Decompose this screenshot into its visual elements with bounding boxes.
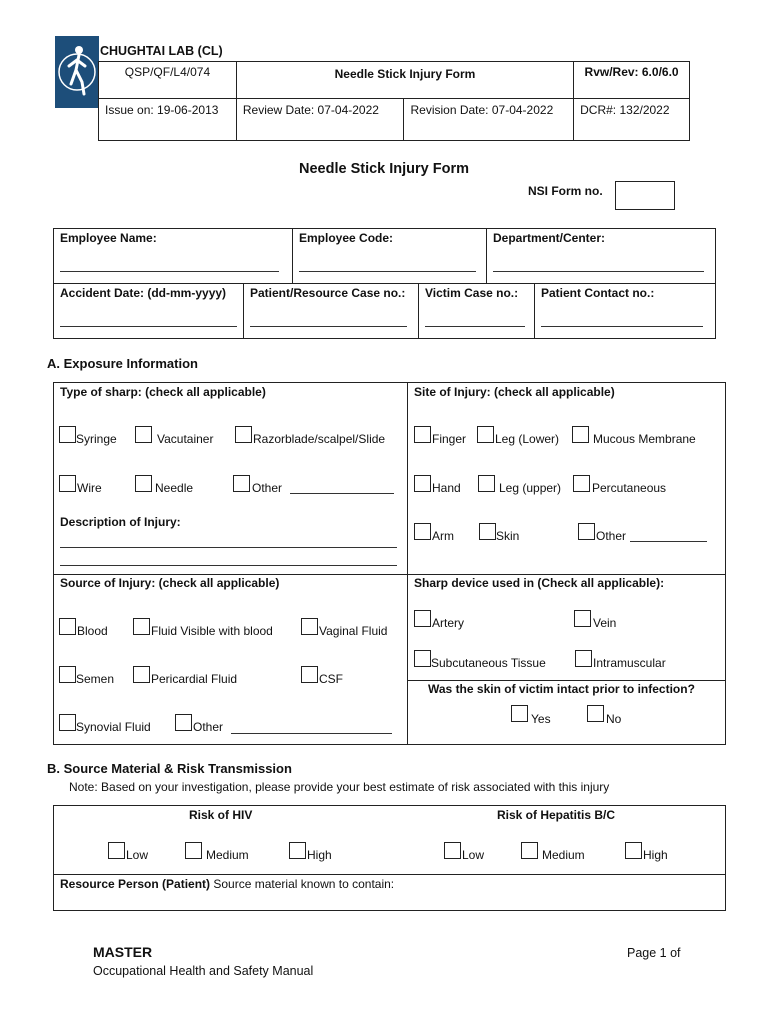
yes-label: Yes <box>531 712 551 726</box>
other-site-field[interactable] <box>630 541 707 542</box>
section-a-heading: A. Exposure Information <box>47 356 198 371</box>
employee-name-field[interactable] <box>60 271 279 272</box>
vein-label: Vein <box>593 616 617 630</box>
revision-number: Rvw/Rev: 6.0/6.0 <box>574 62 690 99</box>
review-date: Review Date: 07-04-2022 <box>236 99 404 141</box>
patient-case-field[interactable] <box>250 326 407 327</box>
risk-hepatitis-label: Risk of Hepatitis B/C <box>497 808 616 822</box>
department-field[interactable] <box>493 271 704 272</box>
nsi-form-number-field[interactable] <box>615 181 675 210</box>
skin-intact-question: Was the skin of victim intact prior to infection? <box>428 682 695 696</box>
other-source-label: Other <box>193 720 224 734</box>
subcutaneous-label: Subcutaneous Tissue <box>431 656 546 670</box>
skin-intact-yes-checkbox[interactable] <box>511 705 528 722</box>
needle-label: Needle <box>155 481 194 495</box>
mucous-membrane-label: Mucous Membrane <box>593 432 696 446</box>
risk-hiv-label: Risk of HIV <box>189 808 253 822</box>
accident-date-label: Accident Date: (dd-mm-yyyy) <box>60 286 227 300</box>
leg-lower-checkbox[interactable] <box>477 426 494 443</box>
walking-figure-icon <box>55 36 99 108</box>
victim-case-field[interactable] <box>425 326 525 327</box>
other-site-label: Other <box>596 529 627 543</box>
arm-label: Arm <box>432 529 454 543</box>
page-title: Needle Stick Injury Form <box>298 161 470 177</box>
leg-upper-checkbox[interactable] <box>478 475 495 492</box>
header-form-title: Needle Stick Injury Form <box>236 62 573 99</box>
hep-low-label: Low <box>462 848 485 862</box>
other-site-checkbox[interactable] <box>578 523 595 540</box>
section-b-heading: B. Source Material & Risk Transmission <box>47 761 292 776</box>
other-sharp-field[interactable] <box>290 493 394 494</box>
resource-person-rest: Source material known to contain: <box>210 877 395 891</box>
resource-person-bold: Resource Person (Patient) <box>60 877 211 891</box>
csf-checkbox[interactable] <box>301 666 318 683</box>
artery-label: Artery <box>432 616 465 630</box>
other-sharp-label: Other <box>252 481 283 495</box>
hiv-low-label: Low <box>126 848 149 862</box>
hiv-medium-checkbox[interactable] <box>185 842 202 859</box>
description-line-1[interactable] <box>60 547 397 548</box>
finger-checkbox[interactable] <box>414 426 431 443</box>
section-b-note: Note: Based on your investigation, please provide your best estimate of risk associated with this injury <box>69 780 610 794</box>
hiv-high-label: High <box>307 848 332 862</box>
leg-upper-label: Leg (upper) <box>499 481 562 495</box>
issue-date: Issue on: 19-06-2013 <box>99 99 237 141</box>
hiv-high-checkbox[interactable] <box>289 842 306 859</box>
arm-checkbox[interactable] <box>414 523 431 540</box>
percutaneous-label: Percutaneous <box>592 481 667 495</box>
needle-checkbox[interactable] <box>135 475 152 492</box>
synovial-label: Synovial Fluid <box>76 720 151 734</box>
employee-name-label: Employee Name: <box>60 231 157 245</box>
skin-checkbox[interactable] <box>479 523 496 540</box>
semen-label: Semen <box>76 672 115 686</box>
synovial-checkbox[interactable] <box>59 714 76 731</box>
intramuscular-label: Intramuscular <box>593 656 666 670</box>
patient-case-label: Patient/Resource Case no.: <box>250 286 406 300</box>
skin-label: Skin <box>496 529 520 543</box>
fluid-blood-checkbox[interactable] <box>133 618 150 635</box>
lab-logo <box>55 36 99 108</box>
vaginal-fluid-label: Vaginal Fluid <box>319 624 388 638</box>
patient-contact-field[interactable] <box>541 326 703 327</box>
subcutaneous-checkbox[interactable] <box>414 650 431 667</box>
other-source-checkbox[interactable] <box>175 714 192 731</box>
csf-label: CSF <box>319 672 343 686</box>
victim-case-label: Victim Case no.: <box>425 286 519 300</box>
hep-medium-checkbox[interactable] <box>521 842 538 859</box>
type-of-sharp-label: Type of sharp: (check all applicable) <box>60 385 266 399</box>
source-of-injury-label: Source of Injury: (check all applicable) <box>60 576 280 590</box>
revision-date: Revision Date: 07-04-2022 <box>404 99 574 141</box>
accident-date-field[interactable] <box>60 326 237 327</box>
vacutainer-label: Vacutainer <box>157 432 214 446</box>
other-source-field[interactable] <box>231 733 392 734</box>
fluid-blood-label: Fluid Visible with blood <box>151 624 273 638</box>
finger-label: Finger <box>432 432 467 446</box>
footer-page: Page 1 of <box>627 946 681 960</box>
nsi-form-label: NSI Form no. <box>528 184 603 198</box>
no-label: No <box>606 712 622 726</box>
document-header-table <box>98 61 690 141</box>
resource-person-label <box>60 877 394 891</box>
description-line-2[interactable] <box>60 565 397 566</box>
employee-code-field[interactable] <box>299 271 476 272</box>
site-of-injury-label: Site of Injury: (check all applicable) <box>414 385 615 399</box>
patient-contact-label: Patient Contact no.: <box>541 286 655 300</box>
wire-checkbox[interactable] <box>59 475 76 492</box>
footer-manual: Occupational Health and Safety Manual <box>93 964 314 978</box>
hiv-medium-label: Medium <box>206 848 249 862</box>
wire-label: Wire <box>77 481 102 495</box>
description-label: Description of Injury: <box>60 515 181 529</box>
blood-label: Blood <box>77 624 108 638</box>
razorblade-checkbox[interactable] <box>235 426 252 443</box>
vein-checkbox[interactable] <box>574 610 591 627</box>
vacutainer-checkbox[interactable] <box>135 426 152 443</box>
percutaneous-checkbox[interactable] <box>573 475 590 492</box>
syringe-checkbox[interactable] <box>59 426 76 443</box>
hep-medium-label: Medium <box>542 848 585 862</box>
skin-intact-no-checkbox[interactable] <box>587 705 604 722</box>
blood-checkbox[interactable] <box>59 618 76 635</box>
employee-code-label: Employee Code: <box>299 231 394 245</box>
pericardial-checkbox[interactable] <box>133 666 150 683</box>
leg-lower-label: Leg (Lower) <box>495 432 560 446</box>
mucous-membrane-checkbox[interactable] <box>572 426 589 443</box>
hep-low-checkbox[interactable] <box>444 842 461 859</box>
hep-high-checkbox[interactable] <box>625 842 642 859</box>
other-sharp-checkbox[interactable] <box>233 475 250 492</box>
lab-name: CHUGHTAI LAB (CL) <box>100 44 223 58</box>
department-label: Department/Center: <box>493 231 606 245</box>
pericardial-label: Pericardial Fluid <box>151 672 238 686</box>
doc-code: QSP/QF/L4/074 <box>99 62 237 99</box>
hiv-low-checkbox[interactable] <box>108 842 125 859</box>
semen-checkbox[interactable] <box>59 666 76 683</box>
hep-high-label: High <box>643 848 668 862</box>
syringe-label: Syringe <box>76 432 117 446</box>
razorblade-label: Razorblade/scalpel/Slide <box>253 432 386 446</box>
footer-master: MASTER <box>93 944 153 960</box>
sharp-device-label: Sharp device used in (Check all applicable): <box>414 576 665 590</box>
hand-checkbox[interactable] <box>414 475 431 492</box>
dcr-number: DCR#: 132/2022 <box>574 99 690 141</box>
vaginal-fluid-checkbox[interactable] <box>301 618 318 635</box>
hand-label: Hand <box>432 481 461 495</box>
artery-checkbox[interactable] <box>414 610 431 627</box>
intramuscular-checkbox[interactable] <box>575 650 592 667</box>
